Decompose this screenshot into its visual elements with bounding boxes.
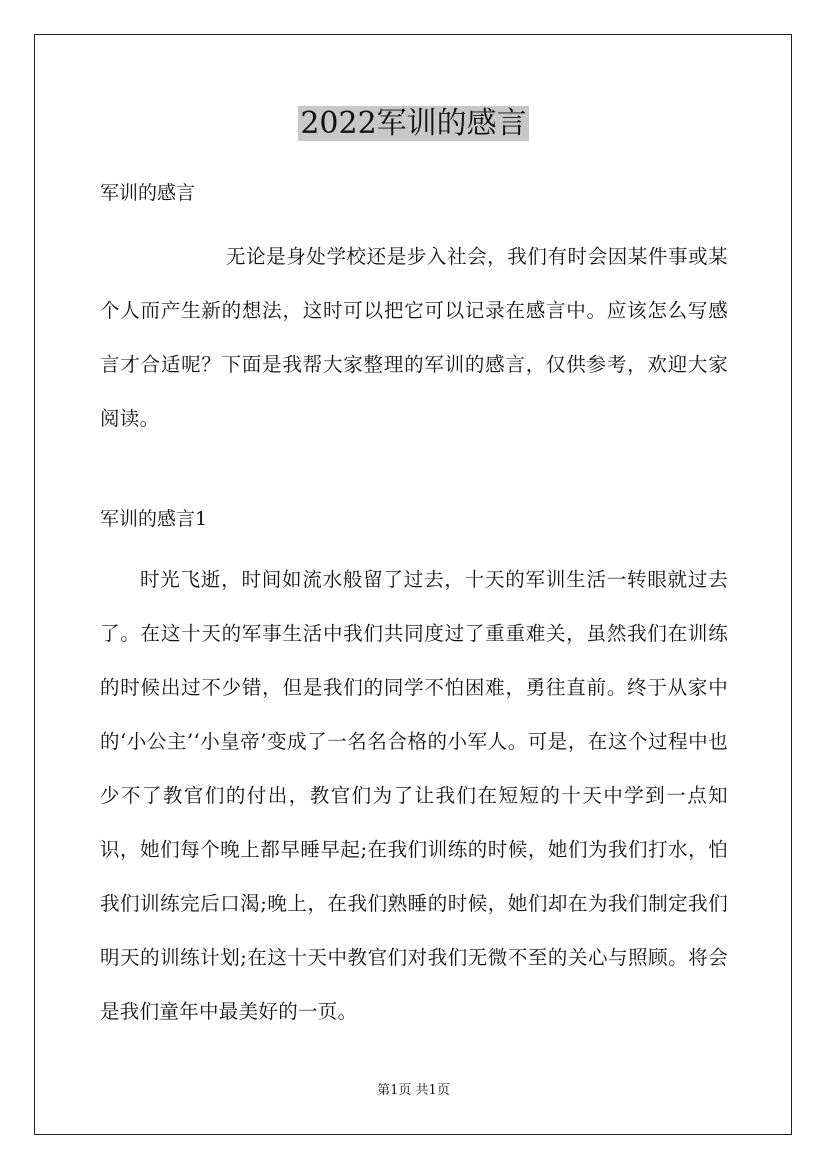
intro-paragraph: 无论是身处学校还是步入社会，我们有时会因某件事或某个人而产生新的想法，这时可以把它可以记录在感言中。应该怎么写感言才合适呢？下面是我帮大家整理的军训的感言，仅供参考，欢迎大家阅读。 (100, 245, 728, 430)
page-number-footer: 第1页 共1页 (377, 1083, 450, 1098)
section-paragraph: 时光飞逝，时间如流水般留了过去，十天的军训生活一转眼就过去了。在这十天的军事生活中我们共同度过了重重难关，虽然我们在训练的时候出过不少错，但是我们的同学不怕困难，勇往直前。终于从家中的‘小公主’‘小皇帝’变成了一名名合格的小军人。可是，在这个过程中也少不了教官们的付出，教官们为了让我们在短短的十天中学到一点知识，她们每个晚上都早睡早起;在我们训练的时候，她们为我们打水，怕我们训练完后口渴;晚上，在我们熟睡的时候，她们却在为我们制定我们明天的训练计划;在这十天中教官们对我们无微不至的关心与照顾。将会是我们童年中最美好的一页。 (100, 568, 728, 1023)
document-subtitle: 军训的感言 (100, 182, 196, 204)
section-heading: 军训的感言1 (100, 508, 208, 530)
document-title (0, 104, 827, 144)
document-title-text: 2022军训的感言 (300, 106, 527, 141)
